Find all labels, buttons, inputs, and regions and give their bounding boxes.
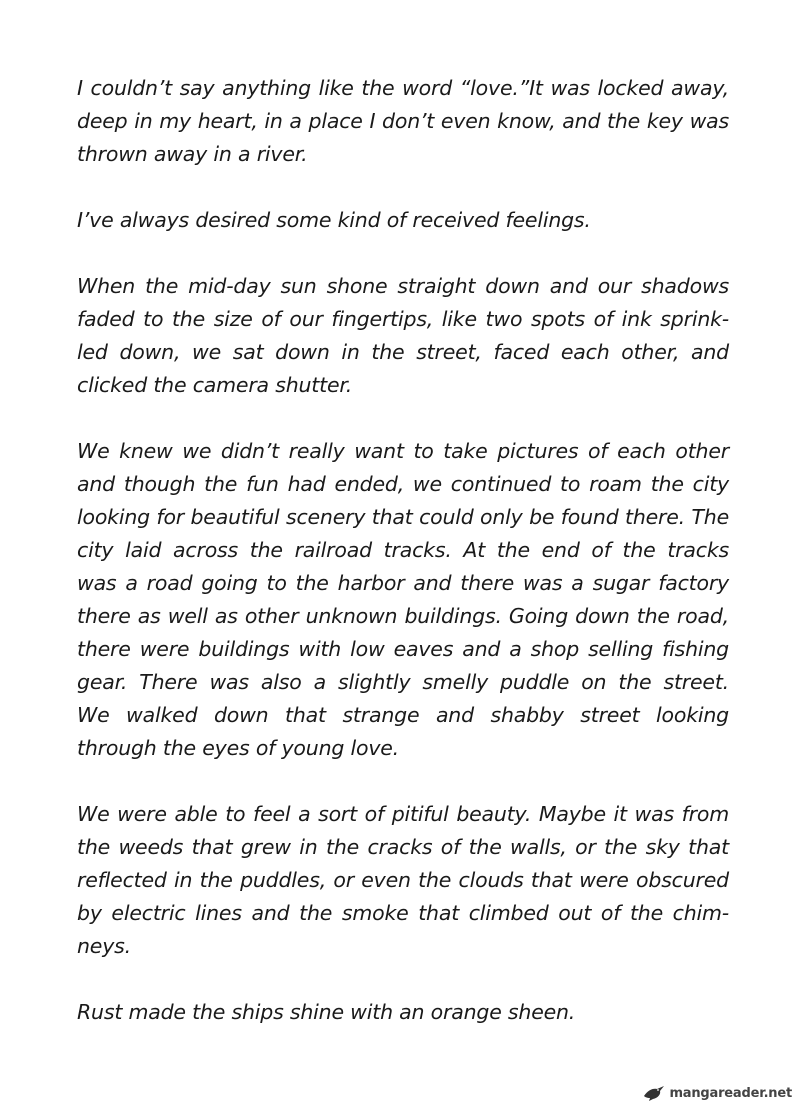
paragraph-gap [77,765,729,798]
text-line: thrown away in a river. [77,142,308,166]
text-line: When the mid-day sun shone straight down and our shadows [77,274,729,298]
text-line: there were buildings with low eaves and a shop selling fishing [77,637,729,661]
paragraph-gap [77,402,729,435]
text-line: led down, we sat down in the street, faced each other, and [77,340,729,364]
text-line: city laid across the railroad tracks. At the end of the tracks [77,538,729,562]
text-line: there as well as other unknown buildings. Going down the road, [77,604,729,628]
paragraph [77,270,729,402]
paragraph [77,435,729,765]
text-line: gear. There was also a slightly smelly puddle on the street. [77,670,729,694]
paragraph [77,72,729,171]
crow-logo-icon [643,1084,665,1102]
text-body [77,72,729,1029]
paragraph [77,204,729,237]
text-line: by electric lines and the smoke that climbed out of the chim- [77,901,729,925]
paragraph [77,798,729,963]
text-line: and though the fun had ended, we continued to roam the city [77,472,729,496]
text-line: was a road going to the harbor and there was a sugar factory [77,571,729,595]
paragraph [77,996,729,1029]
text-line: reflected in the puddles, or even the clouds that were obscured [77,868,729,892]
text-line: neys. [77,934,131,958]
text-line: clicked the camera shutter. [77,373,353,397]
text-line: Rust made the ships shine with an orange sheen. [77,1000,576,1024]
text-line: We knew we didn’t really want to take pictures of each other [77,439,729,463]
text-line: We were able to feel a sort of pitiful beauty. Maybe it was from [77,802,729,826]
text-line: We walked down that strange and shabby street looking [77,703,729,727]
text-line: faded to the size of our fingertips, like two spots of ink sprink- [77,307,729,331]
watermark [643,1084,792,1102]
text-line: the weeds that grew in the cracks of the walls, or the sky that [77,835,729,859]
text-line: I’ve always desired some kind of received feelings. [77,208,591,232]
paragraph-gap [77,171,729,204]
paragraph-gap [77,237,729,270]
watermark-text: mangareader.net [669,1085,792,1101]
text-line: through the eyes of young love. [77,736,399,760]
paragraph-gap [77,963,729,996]
text-line: deep in my heart, in a place I don’t even know, and the key was [77,109,729,133]
text-line: looking for beautiful scenery that could only be found there. The [77,505,729,529]
text-line: I couldn’t say anything like the word “love.”It was locked away, [77,76,729,100]
